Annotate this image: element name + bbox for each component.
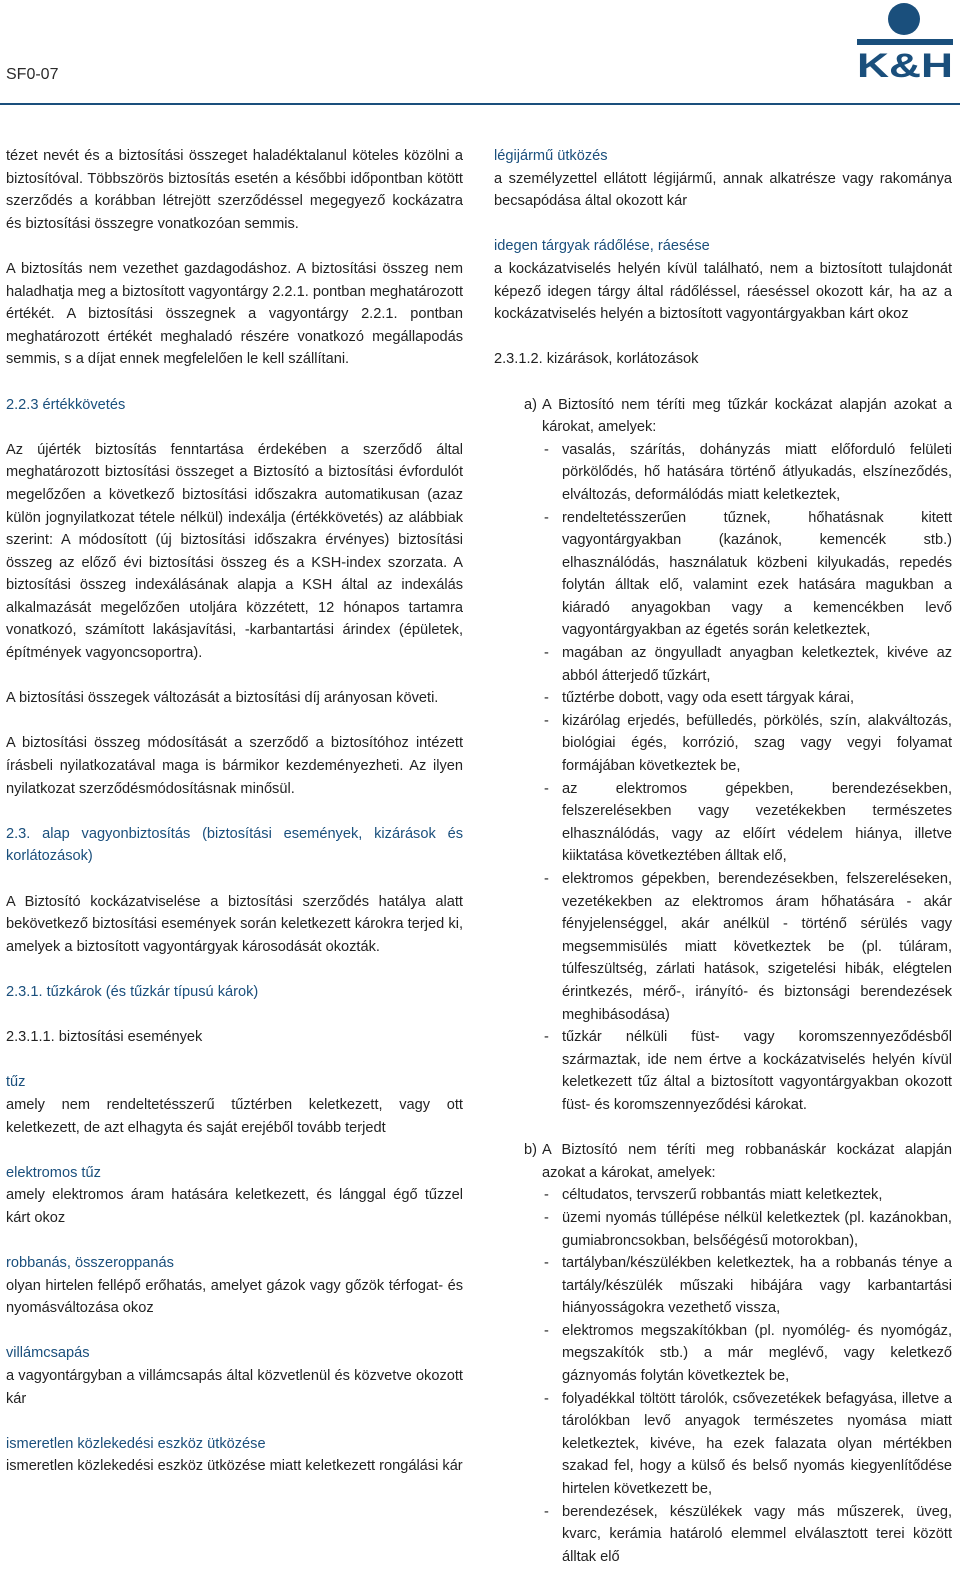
paragraph: A Biztosító kockázatviselése a biztosítási szerződés hatálya alatt bekövetkező biztosítási események során keletkezett károkra terjed ki, amelyek a biztosított vagyontárgyak károsodását okozták. (6, 893, 463, 955)
exclusion-list-a (494, 394, 952, 1117)
term-title: tűz (6, 1074, 26, 1091)
exclusion-list-b (494, 1139, 952, 1568)
list-item: - tartályban/készülékben keletkeztek, ha a robbanás ténye a tartály/készülék műszaki hibájára vagy karbantartási hiányosságokra vezethető vissza, (542, 1252, 952, 1320)
section-heading: 2.3. alap vagyonbiztosítás (biztosítási események, kizárások és korlátozások) (6, 825, 463, 865)
header-divider (0, 103, 960, 105)
subsection-heading: 2.3.1.2. kizárások, korlátozások (494, 351, 699, 368)
right-column (494, 145, 952, 1591)
term-block (6, 1071, 463, 1139)
list-item: - berendezések, készülékek vagy más műszerek, üveg, kvarc, kerámia határoló elemmel elválasztott terei között álltak elő (542, 1501, 952, 1569)
term-block (6, 1162, 463, 1230)
paragraph: A biztosítási összegek változását a biztosítási díj arányosan követi. (6, 690, 439, 707)
exclusion-intro: A Biztosító nem téríti meg tűzkár kockázat alapján azokat a károkat, amelyek: (542, 396, 952, 436)
term-block (494, 235, 952, 325)
exclusion-intro: A Biztosító nem téríti meg robbanáskár kockázat alapján azokat a károkat, amelyek: (542, 1142, 952, 1181)
section-heading: 2.3.1. tűzkárok (és tűzkár típusú károk) (6, 983, 259, 1000)
paragraph: Az újérték biztosítás fenntartása érdekében a szerződő által meghatározott biztosítási összeget a Biztosító a biztosítási évfordulót megelőzően a következő biztosítási időszakra automatikusan (azaz külön jognyilatkozat tétele nélkül) indexálja (értékkövetés) az alábbiak szerint: A módosított (új biztosítási időszakra érvényes) biztosítási összeg az előző évi biztosítási összeg és a KSH-index szorzata. A biztosítási összeg indexálásának alapja a KSH által az indexálás alkalmazását megelőzően utoljára közzétett, 12 hónapos tartamra vonatkozó, számított lakásjavítási, -karbantartási árindex (épületek, építmények vagyoncsoportra). (6, 441, 463, 662)
list-item: - elektromos gépekben, berendezésekben, felszereléseken, vezetékekben az elektromos áram hőhatására - akár fényjelenséggel, akár anélkül - történő sérülés vagy megsemmisülés miatt következtek be (pl. túláram, túlfeszültség, zárlati hatások, szigetelési hibák, elégtelen érintkezés, mérő-, irányító- és biztonsági berendezések meghibásodása) (542, 868, 952, 1026)
term-definition: ismeretlen közlekedési eszköz ütközése miatt keletkezett rongálási kár (6, 1458, 463, 1475)
list-label: b) (524, 1142, 537, 1159)
term-title: idegen tárgyak rádőlése, ráesése (494, 238, 710, 255)
paragraph: A biztosítási összeg módosítását a szerződő a biztosítóhoz intézett írásbeli nyilatkozatával maga is bármikor kezdeményezheti. Az ilyen nyilatkozat szerződésmódosításnak minősül. (6, 735, 463, 797)
paragraph: tézet nevét és a biztosítási összeget haladéktalanul köteles közölni a biztosítóval. Többszörös biztosítás esetén a későbbi időpontban kötött szerződés a korábban létrejött szerződéssel megegyező kockázatra és biztosítási összegre vonatkozóan semmis. (6, 148, 463, 232)
list-item: - magában az öngyulladt anyagban keletkeztek, kivéve az abból átterjedő tűzkárt, (542, 642, 952, 687)
kh-logo (855, 0, 955, 80)
term-definition: a kockázatviselés helyén kívül található, nem a biztosított tulajdonát képező idegen tárgy által rádőléssel, ráeséssel okozott kár, ha az a kockázatviselés helyén a biztosított vagyontárgyakban kárt okoz (494, 260, 952, 323)
term-title: robbanás, összeroppanás (6, 1255, 174, 1272)
term-definition: a vagyontárgyban a villámcsapás által közvetlenül és közvetve okozott kár (6, 1368, 463, 1407)
list-item: - vasalás, szárítás, dohányzás miatt előforduló felületi pörkölődés, hő hatására történő átlyukadás, elszíneződés, elváltozás, deformálódás miatt keletkeztek, (542, 439, 952, 507)
subsection-heading: 2.3.1.1. biztosítási események (6, 1029, 203, 1046)
term-definition: olyan hirtelen fellépő erőhatás, amelyet gázok vagy gőzök térfogat- és nyomásváltozása okoz (6, 1277, 463, 1317)
term-block (6, 1342, 463, 1410)
list-item: - rendeltetésszerűen tűznek, hőhatásnak kitett vagyontárgyakban (kazánok, kemencék stb.) elhasználódás, használatuk közbeni kilyukadás, repedés folytán álltak elő, valamint ezek hatására magukban a kiáradó anyagokban vagy a kemencékben levő vagyontárgyakban az égetés során keletkeztek, (542, 507, 952, 643)
paragraph: A biztosítás nem vezethet gazdagodáshoz. A biztosítási összeg nem haladhatja meg a biztosított vagyontárgy 2.2.1. pontban meghatározott értékét. A biztosítási összegnek a vagyontárgy 2.2.1. pontban meghatározott értékét meghaladó részére vonatkozó megállapodás semmis, s a díjat ennek megfelelően le kell szállítani. (6, 260, 463, 368)
exclusion-group (494, 394, 952, 1117)
term-definition: amely elektromos áram hatására keletkezett, és lánggal égő tűzzel kárt okoz (6, 1187, 463, 1226)
term-title: légijármű ütközés (494, 148, 608, 164)
list-label: a) (524, 396, 537, 413)
term-title: villámcsapás (6, 1345, 90, 1362)
left-column (6, 145, 463, 1501)
list-item: - kizárólag erjedés, befülledés, pörkölés, szín, alakváltozás, biológiai égés, korrózió, szag vagy vegyi folyamat formájában következtek be, (542, 710, 952, 778)
term-block (6, 1433, 463, 1478)
list-item: - tűztérbe dobott, vagy oda esett tárgyak kárai, (542, 687, 952, 710)
term-title: ismeretlen közlekedési eszköz ütközése (6, 1435, 266, 1452)
section-heading: 2.2.3 értékkövetés (6, 396, 126, 413)
term-definition: amely nem rendeltetésszerű tűztérben keletkezett, vagy ott keletkezett, de azt elhagyta és saját erejéből tovább terjedt (6, 1096, 463, 1136)
list-item: - tűzkár nélküli füst- vagy koromszennyeződésből származtak, ide nem értve a kockázatviselés helyén kívül keletkezett tűz által a biztosított vagyontárgyakban okozott füst- és koromszennyeződési károkat. (542, 1026, 952, 1116)
list-item: - elektromos megszakítókban (pl. nyomólég- és nyomógáz, megszakítók stb.) a már meglévő, vagy keletkező gáznyomás folytán következtek be, (542, 1320, 952, 1388)
list-item: - folyadékkal töltött tárolók, csővezetékek befagyása, illetve a tárolókban levő anyagok természetes nyomása miatt keletkeztek, kivéve, ha ezek falazata olyan mértékben szakad fel, hogy a külső és belső nyomás kiegyenlítődése hirtelen következett be, (542, 1388, 952, 1501)
svg-text:K&H: K&H (857, 47, 953, 80)
term-block (6, 1252, 463, 1320)
document-code: SF0-07 (6, 66, 59, 83)
exclusion-group (494, 1139, 952, 1568)
list-item: - az elektromos gépekben, berendezésekben, felszerelésekben vagy vezetékekben természetes elhasználódás, vagy az előírt védelem hiánya, illetve kiiktatása következtében álltak elő, (542, 778, 952, 868)
term-definition: a személyzettel ellátott légijármű, annak alkatrésze vagy rakománya becsapódása által okozott kár (494, 170, 952, 210)
list-item: - céltudatos, tervszerű robbantás miatt keletkeztek, (542, 1184, 952, 1207)
exclusion-items (542, 439, 952, 1117)
term-title: elektromos tűz (6, 1164, 101, 1181)
term-block (494, 145, 952, 213)
list-item: - üzemi nyomás túllépése nélkül keletkeztek (pl. kazánokban, gumiabroncsokban, belsőégésű motorokban), (542, 1207, 952, 1252)
exclusion-items (542, 1184, 952, 1568)
